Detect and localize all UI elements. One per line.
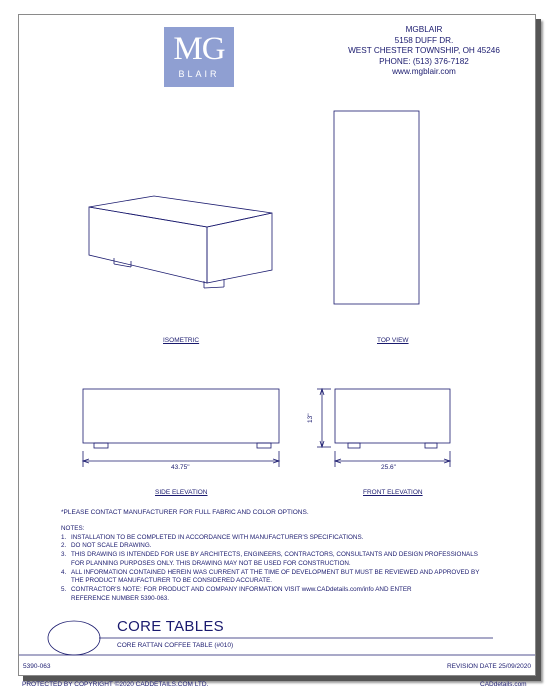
note-item: THE PRODUCT MANUFACTURER TO BE CONSIDERED ACCURATE. <box>71 577 273 585</box>
page-subtitle: CORE RATTAN COFFEE TABLE (#010) <box>117 642 234 649</box>
note-item: 1. INSTALLATION TO BE COMPLETED IN ACCORDANCE WITH MANUFACTURER'S SPECIFICATIONS. <box>61 533 364 541</box>
reference-number: 5390-063 <box>23 663 51 670</box>
contact-note: *PLEASE CONTACT MANUFACTURER FOR FULL FABRIC AND COLOR OPTIONS. <box>61 509 309 516</box>
logo-letters: MG <box>173 31 225 67</box>
logo-word: BLAIR <box>178 69 220 79</box>
drawing-sheet <box>18 14 536 676</box>
note-item: FOR PLANNING PURPOSES ONLY. THIS DRAWING MAY NOT BE USED FOR CONSTRUCTION. <box>71 559 351 567</box>
label-top-view: TOP VIEW <box>377 337 409 344</box>
dimension-depth: 25.6" <box>381 464 396 471</box>
isometric-front-face <box>89 207 207 283</box>
company-address: 5158 DUFF DR. <box>394 35 454 45</box>
note-item: 5. CONTRACTOR'S NOTE: FOR PRODUCT AND COMPANY INFORMATION VISIT www.CADdetails.com/info AND ENTER <box>61 585 412 593</box>
note-item: REFERENCE NUMBER 5390-063. <box>71 594 169 602</box>
dimension-height: 13" <box>307 413 314 423</box>
company-website[interactable]: www.mgblair.com <box>392 67 456 76</box>
notes-heading: NOTES: <box>61 525 85 532</box>
side-elevation-rect <box>83 389 279 443</box>
caddetails-brand[interactable]: CADdetails.com <box>480 681 527 688</box>
note-item: 3. THIS DRAWING IS INTENDED FOR USE BY ARCHITECTS, ENGINEERS, CONTRACTORS, CONSULTANTS AND DESIGN PROFESSIONALS <box>61 551 478 559</box>
isometric-side-face <box>207 213 272 283</box>
notes-section <box>61 525 479 603</box>
note-item: 4. ALL INFORMATION CONTAINED HEREIN WAS CURRENT AT THE TIME OF DEVELOPMENT BUT MUST BE REVIEWED AND APPROVED BY <box>61 568 480 576</box>
company-name: MGBLAIR <box>405 25 443 34</box>
dimension-width: 43.75" <box>171 464 190 471</box>
front-elevation-rect <box>335 389 450 443</box>
page-title: CORE TABLES <box>117 618 224 635</box>
company-phone: PHONE: (513) 376-7182 <box>379 56 469 66</box>
title-circle <box>48 621 100 655</box>
revision-date: REVISION DATE 25/09/2020 <box>446 663 531 670</box>
copyright-footer: PROTECTED BY COPYRIGHT ©2020 CADDETAILS.COM LTD. <box>22 681 209 688</box>
company-city: WEST CHESTER TOWNSHIP, OH 45246 <box>348 46 500 55</box>
label-front-elevation: FRONT ELEVATION <box>363 489 423 496</box>
note-item: 2. DO NOT SCALE DRAWING. <box>61 542 152 550</box>
top-view-rect <box>334 111 419 304</box>
label-isometric: ISOMETRIC <box>163 337 200 344</box>
label-side-elevation: SIDE ELEVATION <box>155 489 208 496</box>
title-block <box>105 618 515 649</box>
